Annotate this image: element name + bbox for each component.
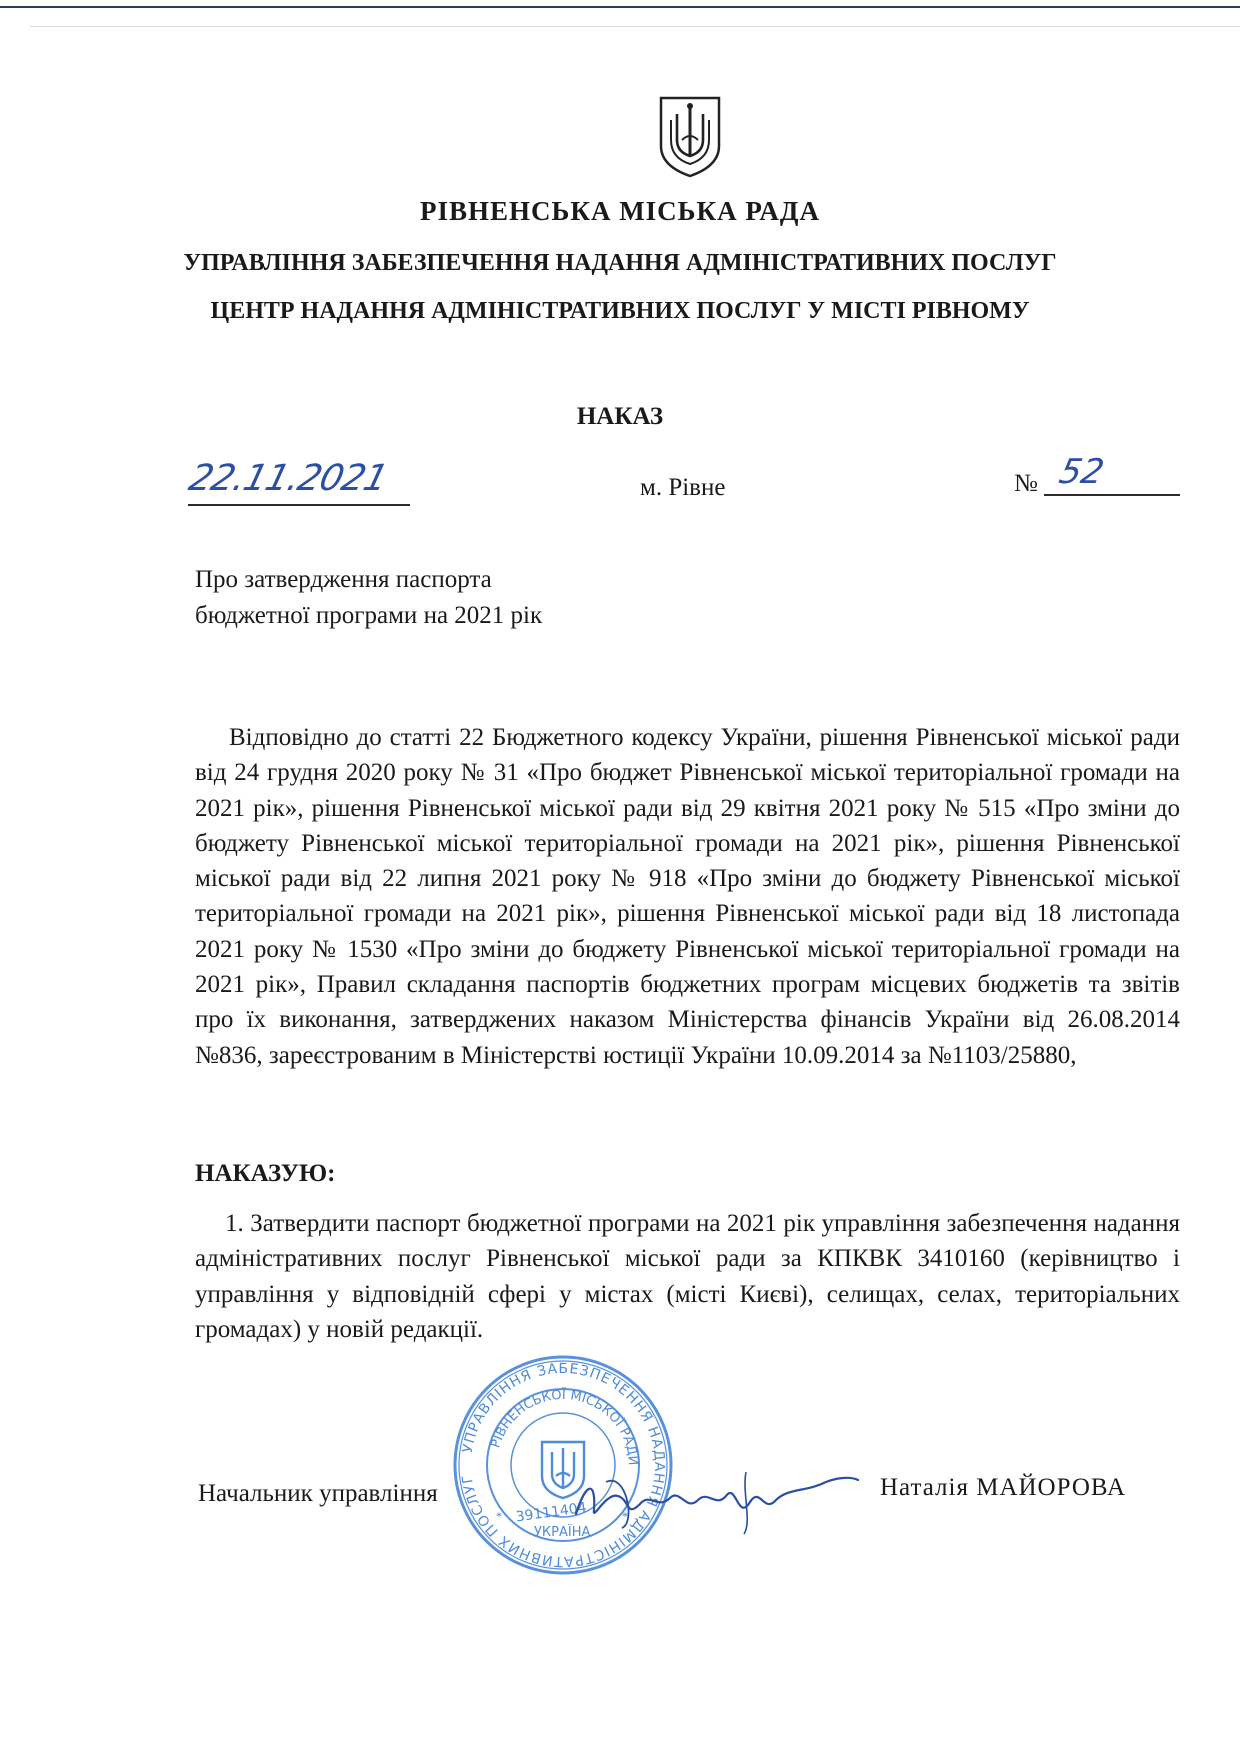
order-item-1: 1. Затвердити паспорт бюджетної програми на 2021 рік управління забезпечення надання адміністративних послуг Рівненської міської ради за КПКВК 3410160 (керівництво і управління у відповідній сфері у містах (місті Києві), селищах, селах, територіальних громадах) у новій редакції. — [195, 1210, 1180, 1343]
top-border-light — [30, 26, 1240, 27]
signer-name: Наталія МАЙОРОВА — [880, 1474, 1127, 1501]
coat-of-arms-icon — [655, 94, 725, 178]
preamble-paragraph: Відповідно до статті 22 Бюджетного кодексу України, рішення Рівненської міської ради від 24 грудня 2020 року № 31 «Про бюджет Рівненської міської територіальної громади на 2021 рік», рішення Рівненської міської ради від 29 квітня 2021 року № 515 «Про зміни до бюджету Рівненської міської територіальної громади на 2021 рік», рішення Рівненської міської ради від 22 липня 2021 року № 918 «Про зміни до бюджету Рівненської міської територіальної громади на 2021 рік», рішення Рівненської міської ради від 18 листопада 2021 року № 1530 «Про зміни до бюджету Рівненської міської територіальної громади на 2021 рік», Правил складання паспортів бюджетних програм місцевих бюджетів та звітів про їх виконання, затверджених наказом Міністерства фінансів України від 26.08.2014 №836, зареєстрованим в Міністерстві юстиції України 10.09.2014 за №1103/25880, — [195, 724, 1180, 1069]
svg-text:*: * — [496, 1509, 502, 1523]
council-title: РІВНЕНСЬКА МІСЬКА РАДА — [420, 196, 820, 226]
subject-line-1: Про затвердження паспорта — [195, 566, 492, 593]
signer-position: Начальник управління — [198, 1480, 438, 1507]
department-title: УПРАВЛІННЯ ЗАБЕЗПЕЧЕННЯ НАДАННЯ АДМІНІСТРАТИВНИХ ПОСЛУГ — [183, 250, 1057, 276]
order-subject — [195, 562, 542, 634]
seal-country: УКРАЇНА — [534, 1525, 591, 1540]
center-title: ЦЕНТР НАДАННЯ АДМІНІСТРАТИВНИХ ПОСЛУГ У МІСТІ РІВНОМУ — [210, 298, 1030, 324]
handwritten-date: 22.11.2021 — [184, 458, 392, 499]
subject-line-2: бюджетної програми на 2021 рік — [195, 602, 543, 629]
seal-outer-text: УПРАВЛІННЯ ЗАБЕЗПЕЧЕННЯ НАДАННЯ АДМІНІСТРАТИВНИХ ПОСЛУГ — [459, 1360, 668, 1570]
order-word: НАКАЗУЮ: — [195, 1160, 336, 1187]
doc-type-title: НАКАЗ — [576, 403, 664, 430]
handwritten-number: 52 — [1055, 452, 1108, 492]
top-border — [0, 6, 1240, 8]
date-underline — [188, 504, 410, 506]
seal-inner-text: РІВНЕНСЬКОЇ МІСЬКОЇ РАДИ — [488, 1387, 641, 1466]
handwritten-signature — [566, 1452, 866, 1542]
svg-text:*: * — [622, 1509, 628, 1523]
number-underline — [1044, 494, 1180, 496]
number-label: № — [1014, 470, 1038, 497]
city-label: м. Рівне — [640, 474, 726, 501]
seal-code: 39111404 — [514, 1499, 588, 1526]
